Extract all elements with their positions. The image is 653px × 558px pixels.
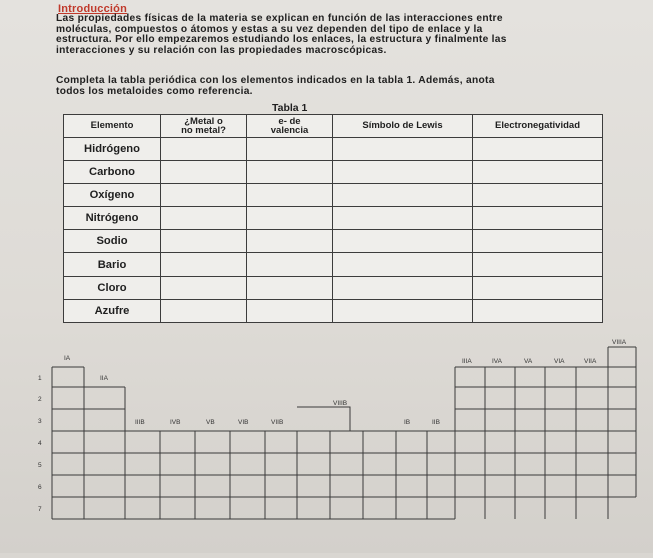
electronegativity-answer-cell[interactable] bbox=[473, 138, 603, 161]
header-metal-line2: no metal? bbox=[181, 125, 226, 136]
lewis-answer-cell[interactable] bbox=[333, 253, 473, 276]
table-row bbox=[64, 276, 603, 299]
group-label-ivb: IVB bbox=[170, 419, 181, 426]
period-label: 5 bbox=[38, 462, 42, 469]
instruction-paragraph bbox=[56, 76, 616, 98]
periodic-table-grid bbox=[0, 335, 653, 553]
group-label-iib: IIB bbox=[432, 419, 440, 426]
lewis-answer-cell[interactable] bbox=[333, 184, 473, 207]
group-label-ia: IA bbox=[64, 355, 71, 362]
table-row bbox=[64, 253, 603, 276]
blank-periodic-table bbox=[0, 335, 653, 553]
instruction-line: Completa la tabla periódica con los elementos indicados en la tabla 1. Además, anota bbox=[56, 75, 495, 86]
electronegativity-answer-cell[interactable] bbox=[473, 276, 603, 299]
element-cell: Cloro bbox=[64, 276, 161, 299]
group-label-via: VIA bbox=[554, 358, 565, 365]
header-element: Elemento bbox=[64, 115, 161, 138]
period-label: 3 bbox=[38, 418, 42, 425]
valence-answer-cell[interactable] bbox=[247, 207, 333, 230]
instruction-line: todos los metaloides como referencia. bbox=[56, 85, 253, 97]
lewis-answer-cell[interactable] bbox=[333, 138, 473, 161]
valence-answer-cell[interactable] bbox=[247, 299, 333, 322]
lewis-answer-cell[interactable] bbox=[333, 276, 473, 299]
metal-answer-cell[interactable] bbox=[161, 299, 247, 322]
header-valence-line1: e- de bbox=[278, 115, 301, 127]
group-label-viib: VIIB bbox=[271, 419, 284, 426]
group-label-vb: VB bbox=[206, 419, 215, 426]
group-label-ib: IB bbox=[404, 419, 411, 426]
period-label: 7 bbox=[38, 506, 42, 513]
electronegativity-answer-cell[interactable] bbox=[473, 161, 603, 184]
element-cell: Azufre bbox=[64, 299, 161, 322]
table-row bbox=[64, 138, 603, 161]
table-row bbox=[64, 207, 603, 230]
electronegativity-answer-cell[interactable] bbox=[473, 230, 603, 253]
group-label-iva: IVA bbox=[492, 358, 502, 365]
table-row bbox=[64, 184, 603, 207]
metal-answer-cell[interactable] bbox=[161, 230, 247, 253]
metal-answer-cell[interactable] bbox=[161, 253, 247, 276]
intro-paragraph bbox=[56, 14, 596, 56]
header-metal-line1: ¿Metal o bbox=[184, 115, 223, 127]
intro-line: interacciones y su relación con las propiedades macroscópicas. bbox=[56, 44, 387, 56]
elements-table bbox=[63, 114, 603, 323]
period-label: 1 bbox=[38, 375, 42, 382]
element-cell: Bario bbox=[64, 253, 161, 276]
group-label-viiia: VIIIA bbox=[612, 339, 627, 346]
group-label-vib: VIB bbox=[238, 419, 249, 426]
valence-answer-cell[interactable] bbox=[247, 161, 333, 184]
group-label-iiib: IIIB bbox=[135, 419, 145, 426]
group-label-iia: IIA bbox=[100, 375, 108, 382]
lewis-answer-cell[interactable] bbox=[333, 207, 473, 230]
valence-answer-cell[interactable] bbox=[247, 184, 333, 207]
table-row bbox=[64, 161, 603, 184]
header-electronegativity: Electronegatividad bbox=[473, 115, 603, 138]
metal-answer-cell[interactable] bbox=[161, 184, 247, 207]
table-caption: Tabla 1 bbox=[272, 102, 308, 114]
group-label-viia: VIIA bbox=[584, 358, 597, 365]
valence-answer-cell[interactable] bbox=[247, 253, 333, 276]
period-label: 6 bbox=[38, 484, 42, 491]
element-cell: Hidrógeno bbox=[64, 138, 161, 161]
valence-answer-cell[interactable] bbox=[247, 138, 333, 161]
table-row bbox=[64, 230, 603, 253]
metal-answer-cell[interactable] bbox=[161, 161, 247, 184]
element-cell: Nitrógeno bbox=[64, 207, 161, 230]
intro-line: Las propiedades físicas de la materia se explican en función de las interacciones entre bbox=[56, 13, 503, 24]
valence-answer-cell[interactable] bbox=[247, 276, 333, 299]
header-metal bbox=[161, 115, 247, 138]
group-label-iiia: IIIA bbox=[462, 358, 472, 365]
electronegativity-answer-cell[interactable] bbox=[473, 207, 603, 230]
electronegativity-answer-cell[interactable] bbox=[473, 299, 603, 322]
element-cell: Oxígeno bbox=[64, 184, 161, 207]
table-row bbox=[64, 299, 603, 322]
group-label-viiib: VIIIB bbox=[333, 400, 348, 407]
period-label: 2 bbox=[38, 396, 42, 403]
lewis-answer-cell[interactable] bbox=[333, 299, 473, 322]
header-lewis: Símbolo de Lewis bbox=[333, 115, 473, 138]
intro-line: moléculas, compuestos o átomos y estas a su vez dependen del tipo de enlace y la bbox=[56, 23, 483, 35]
intro-line: estructura. Por ello empezaremos estudiando los enlaces, la estructura y finalmente las bbox=[56, 34, 507, 46]
element-cell: Carbono bbox=[64, 161, 161, 184]
metal-answer-cell[interactable] bbox=[161, 276, 247, 299]
lewis-answer-cell[interactable] bbox=[333, 230, 473, 253]
electronegativity-answer-cell[interactable] bbox=[473, 184, 603, 207]
period-label: 4 bbox=[38, 440, 42, 447]
group-label-va: VA bbox=[524, 358, 533, 365]
section-title: Introducción bbox=[58, 3, 128, 15]
header-valence-line2: valencia bbox=[270, 125, 309, 136]
electronegativity-answer-cell[interactable] bbox=[473, 253, 603, 276]
element-cell: Sodio bbox=[64, 230, 161, 253]
metal-answer-cell[interactable] bbox=[161, 207, 247, 230]
header-valence bbox=[247, 115, 333, 138]
valence-answer-cell[interactable] bbox=[247, 230, 333, 253]
metal-answer-cell[interactable] bbox=[161, 138, 247, 161]
lewis-answer-cell[interactable] bbox=[333, 161, 473, 184]
table-header-row bbox=[64, 115, 603, 138]
